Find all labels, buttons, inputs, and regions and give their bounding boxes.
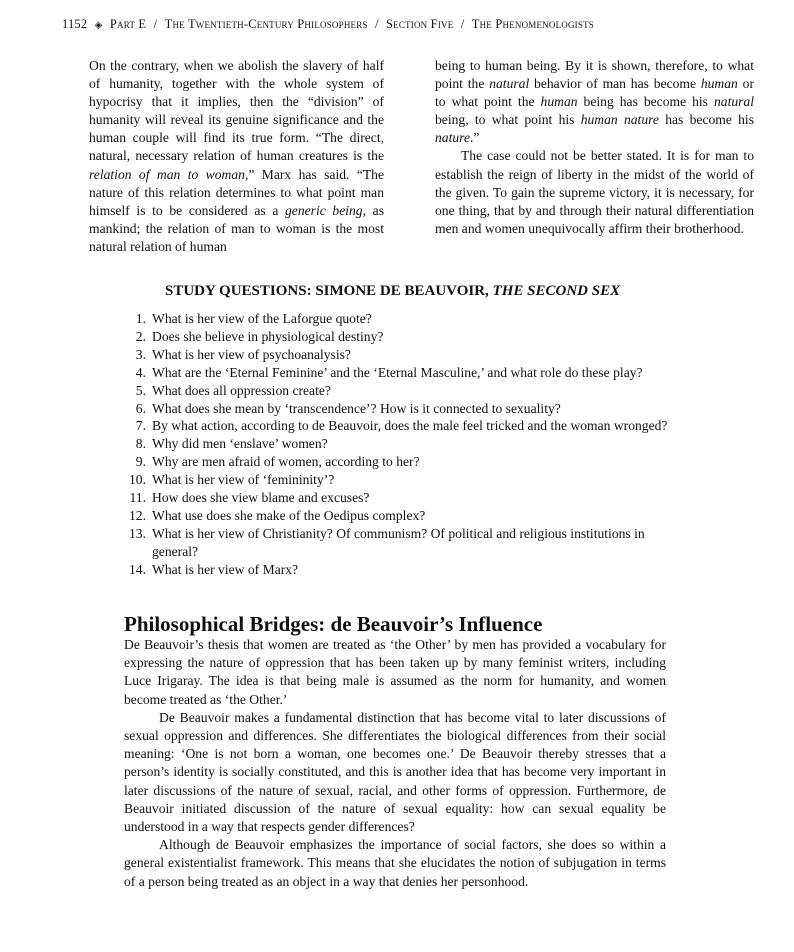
question-item [120,400,680,418]
text-run: as mankind; the relation of man to woman is the most natural relation of human [89,202,384,254]
text-run: ” Marx has said. “The nature of this relation determines to what point man himself is to be considered as a [89,166,384,218]
question-number: 2. [135,328,146,344]
ornament-icon: ◈ [94,20,103,31]
right-paragraph-1 [435,57,754,147]
question-item [120,364,680,382]
left-column [89,57,384,256]
question-item [120,382,680,400]
question-item [120,310,680,328]
separator: / [374,17,379,31]
separator: / [153,17,158,31]
text-run: or to what point the [435,76,754,110]
study-questions-heading [165,283,665,300]
emphasis: human [700,76,738,92]
question-item [120,471,680,489]
bridges-paragraph-1: De Beauvoir’s thesis that women are treated as ‘the Other’ by men has provided a vocabulary for expressing the nature of oppression that has been taken up by many feminist writers, including Luce Irigaray. The idea is that being male is assumed as the norm for humanity, and women become treated as ‘the Other.’ [124,637,666,707]
chapter-label: The Phenomenologists [471,17,594,31]
separator: / [460,17,465,31]
two-column-text [89,57,759,257]
question-text: Why did men ‘enslave’ women? [152,436,328,452]
question-text: What is her view of the Laforgue quote? [152,311,372,326]
question-item [120,507,680,525]
question-item [120,346,680,364]
question-text: What is her view of ‘femininity’? [152,472,335,488]
question-number: 14. [129,561,146,577]
part-label: Part E [109,17,147,31]
question-number: 7. [135,418,146,434]
text-run: being, to what point his [435,112,581,128]
question-number: 11. [129,490,146,506]
question-text: What are the ‘Eternal Feminine’ and the ‘Eternal Masculine,’ and what role do these play? [152,364,643,380]
question-item [120,561,680,579]
bridges-body [124,636,666,891]
heading-prefix: STUDY QUESTIONS: SIMONE DE BEAUVOIR, [165,283,493,299]
question-item [120,489,680,507]
left-paragraph [89,57,384,256]
bridges-paragraph-3: Although de Beauvoir emphasizes the importance of social factors, she does so within a general existentialist framework. This means that she elucidates the notion of subjugation in terms of a person being treated as an object in a way that denies her personhood. [124,837,666,889]
text-run: being has become his [577,94,714,110]
emphasis: relation of man to woman, [89,166,249,182]
book-section-label: The Twentieth-Century Philosophers [164,17,368,31]
question-item [120,417,680,435]
right-column [435,57,754,238]
question-number: 8. [135,436,146,452]
question-item [120,328,680,346]
question-number: 9. [135,454,146,470]
question-number: 10. [129,472,146,488]
page-number: 1152 [62,17,88,31]
question-text: What does she mean by ‘transcendence’? How is it connected to sexuality? [152,400,561,416]
section-title: Philosophical Bridges: de Beauvoir’s Influence [124,612,543,636]
question-text: Why are men afraid of women, according to her? [152,454,420,470]
question-number: 13. [129,525,146,541]
question-number: 3. [135,346,146,362]
right-paragraph-2: The case could not be better stated. It is for man to establish the reign of liberty in the midst of the world of the given. To gain the supreme victory, it is necessary, for one thing, that by and through their natural differentiation men and women unequivocally affirm their brotherhood. [435,148,754,236]
question-text: What is her view of Christianity? Of communism? Of political and religious institutions in general? [152,525,645,559]
text-run: .” [470,130,480,146]
running-head [62,17,742,32]
text-run: behavior of man has become [529,76,701,92]
emphasis: natural [489,76,530,92]
question-item [120,525,680,561]
heading-book-title: THE SECOND SEX [492,283,621,299]
question-text: How does she view blame and excuses? [152,490,370,506]
question-number: 12. [129,507,146,523]
question-text: What is her view of psychoanalysis? [152,346,351,362]
question-text: Does she believe in physiological destiny? [152,328,384,344]
study-questions-list [120,310,680,579]
emphasis: human nature [580,112,659,128]
question-item [120,435,680,453]
bridges-paragraph-2: De Beauvoir makes a fundamental distinction that has become vital to later discussions of sexual oppression and differences. She differentiates the biological differences from their social meaning: ‘One is not born a woman, one becomes one.’ De Beauvoir thereby stresses that a person’s identity is socially constituted, and this is another idea that has become very important in later discussions of the nature of sexual, racial, and other forms of oppression. Furthermore, de Beauvoir initiated discussion of the nature of sexual equality: how can sexual equality be understood in a way that respects gender differences? [124,709,666,835]
question-text: What use does she make of the Oedipus complex? [152,507,426,523]
emphasis: nature [435,130,470,146]
emphasis: generic being, [285,202,367,218]
section-label: Section Five [386,17,454,31]
question-text: By what action, according to de Beauvoir, does the male feel tricked and the woman wronged? [152,418,668,434]
question-text: What is her view of Marx? [152,561,299,577]
question-item [120,453,680,471]
question-text: What does all oppression create? [152,382,331,398]
text-run: being to human being. By it is shown, therefore, to what point the [435,58,754,92]
emphasis: natural [713,94,754,110]
question-number: 5. [135,382,146,398]
text-run: has become his [658,112,754,128]
question-number: 6. [135,400,146,416]
question-number: 4. [135,364,146,380]
emphasis: human [540,94,578,110]
text-run: On the contrary, when we abolish the slavery of half of humanity, together with the whole system of hypocrisy that it implies, then the “division” of humanity will reveal its genuine significance and the human couple will find its true form. “The direct, natural, necessary relation of human creatures is the [89,58,384,164]
question-number: 1. [135,311,146,326]
